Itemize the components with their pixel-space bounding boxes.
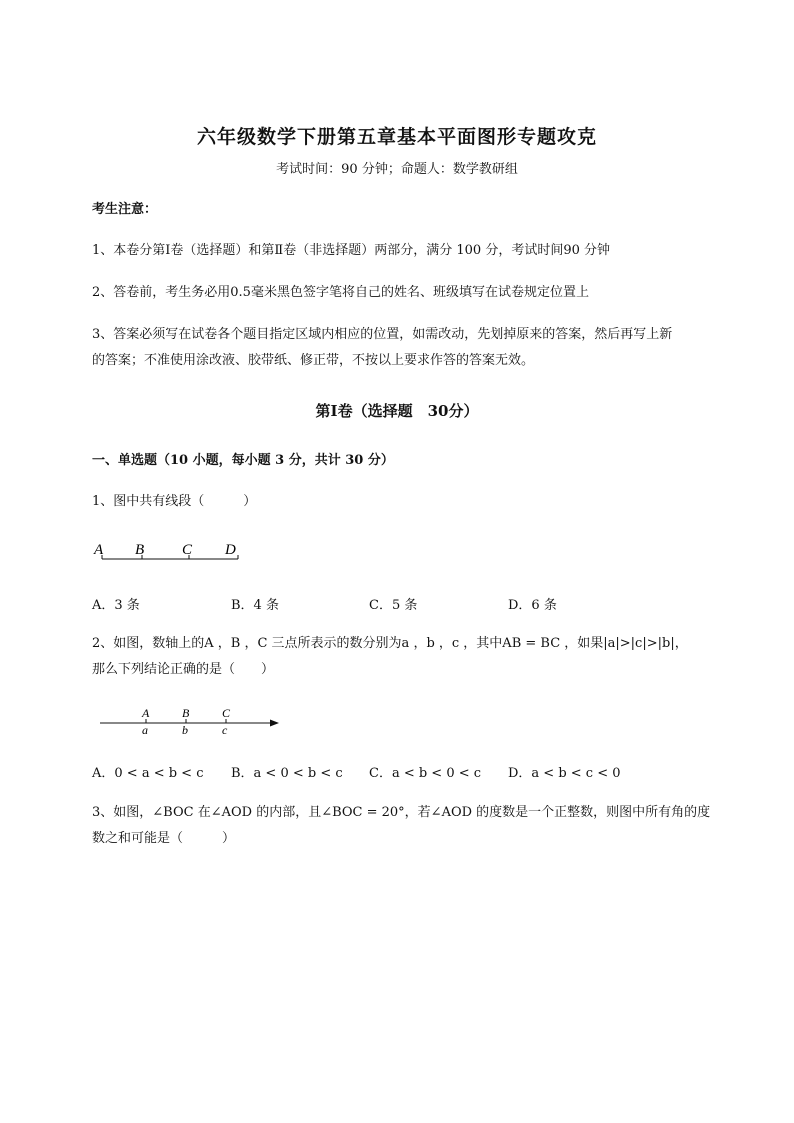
q1-option-a[interactable]: A．3 条 — [92, 598, 140, 613]
point-label-a: A — [94, 542, 104, 558]
number-line-point-b: B — [182, 706, 190, 720]
page-subtitle: 考试时间：90 分钟；命题人：数学教研组 — [276, 162, 518, 177]
notice-item-1: 1、本卷分第Ⅰ卷（选择题）和第Ⅱ卷（非选择题）两部分，满分 100 分，考试时间90 分钟 — [92, 243, 610, 258]
point-label-c: C — [182, 542, 193, 558]
question-2-stem: 2、如图，数轴上的A ，B ，C 三点所表示的数分别为a ，b ，c ，其中AB = BC ，如果|a|>|c|>|b|， — [92, 636, 688, 651]
q2-option-a[interactable]: A．0 < a < b < c — [92, 766, 204, 781]
question-2-stem-cont: 那么下列结论正确的是（ ） — [92, 662, 275, 677]
notice-heading: 考生注意： — [92, 202, 158, 217]
q1-option-b[interactable]: B．4 条 — [231, 598, 279, 613]
point-label-b: B — [135, 542, 145, 558]
q1-option-c[interactable]: C．5 条 — [369, 598, 418, 613]
part-heading: 一、单选题（10 小题，每小题 3 分，共计 30 分） — [92, 453, 394, 468]
q2-option-c[interactable]: C．a < b < 0 < c — [369, 766, 482, 781]
number-line-figure — [96, 703, 286, 739]
number-line-value-b: b — [182, 723, 188, 737]
page-title: 六年级数学下册第五章基本平面图形专题攻克 — [196, 126, 597, 148]
number-line-value-a: a — [142, 723, 148, 737]
q1-option-d[interactable]: D．6 条 — [508, 598, 557, 613]
notice-item-3-cont: 的答案；不准使用涂改液、胶带纸、修正带，不按以上要求作答的答案无效。 — [92, 353, 535, 368]
notice-item-3: 3、答案必须写在试卷各个题目指定区域内相应的位置，如需改动，先划掉原来的答案，然后再写上新 — [92, 327, 673, 342]
q2-option-b[interactable]: B．a < 0 < b < c — [231, 766, 343, 781]
q2-option-d[interactable]: D．a < b < c < 0 — [508, 766, 621, 781]
number-line-value-c: c — [222, 723, 228, 737]
question-1-stem: 1、图中共有线段（ ） — [92, 494, 257, 509]
question-3-stem-cont: 数之和可能是（ ） — [92, 831, 236, 846]
number-line-point-c: C — [222, 706, 231, 720]
question-3-stem: 3、如图，∠BOC 在∠AOD 的内部，且∠BOC = 20°，若∠AOD 的度数是一个正整数，则图中所有角的度 — [92, 805, 711, 820]
number-line-point-a: A — [142, 706, 150, 720]
section-title: 第Ⅰ卷（选择题 30分） — [315, 402, 479, 420]
notice-item-2: 2、答卷前，考生务必用0.5毫米黑色签字笔将自己的姓名、班级填写在试卷规定位置上 — [92, 285, 589, 300]
point-label-d: D — [225, 542, 236, 558]
segment-figure — [92, 538, 252, 568]
